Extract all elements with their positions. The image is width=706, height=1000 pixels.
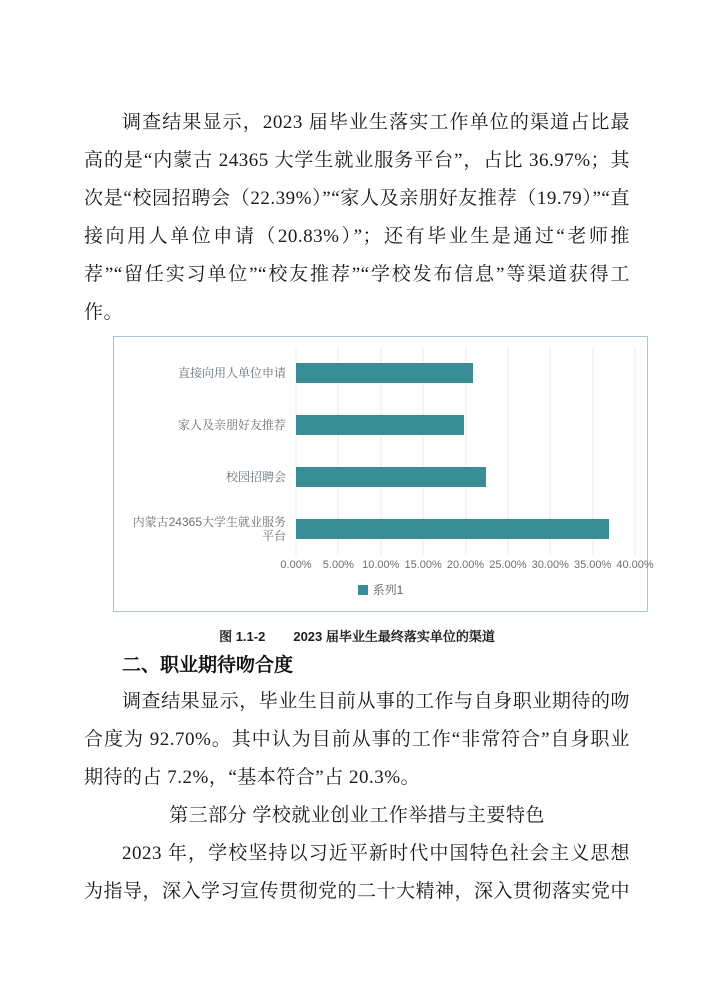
figure-caption-title: 2023 届毕业生最终落实单位的渠道 — [293, 629, 495, 644]
category-label: 内蒙古24365大学生就业服务平台 — [132, 515, 286, 543]
legend-series-label: 系列1 — [372, 583, 404, 597]
x-axis-tick: 20.00% — [446, 559, 485, 571]
data-bar — [296, 415, 464, 435]
data-bar — [296, 363, 473, 383]
paragraph-employment-channels: 调查结果显示，2023 届毕业生落实工作单位的渠道占比最高的是“内蒙古 24365 大学生就业服务平台”，占比 36.97%；其次是“校园招聘会（22.39%）”“家人及亲朋好友推荐（19.79）”“直接向用人单位申请（20.83%）”；还有毕业生是通过“老师推荐”“留任实习单位”“校友推荐”“学校发布信息”等渠道获得工作。 — [84, 112, 630, 323]
x-axis-tick: 25.00% — [489, 559, 527, 571]
x-axis-tick: 35.00% — [573, 559, 612, 571]
figure-caption — [84, 626, 630, 645]
category-label: 校园招聘会 — [225, 470, 286, 484]
bar-track — [296, 503, 635, 555]
category-label: 家人及亲朋好友推荐 — [177, 418, 286, 432]
part3-heading: 第三部分 学校就业创业工作举措与主要特色 — [169, 805, 545, 826]
bar-track — [296, 399, 635, 451]
x-axis-tick: 5.00% — [322, 559, 354, 571]
chart-row — [126, 399, 635, 451]
bar-chart-employment-channels — [113, 336, 654, 612]
x-axis-tick: 0.00% — [280, 559, 312, 571]
chart-row — [126, 347, 635, 399]
chart-row — [126, 503, 635, 555]
legend-swatch-icon — [358, 585, 368, 595]
x-axis-tick: 15.00% — [404, 559, 442, 571]
x-axis — [280, 555, 654, 575]
x-axis-tick: 30.00% — [531, 559, 569, 571]
chart-row — [126, 451, 635, 503]
paragraph-career-expectation: 调查结果显示，毕业生目前从事的工作与自身职业期待的吻合度为 92.70%。其中认为目前从事的工作“非常符合”自身职业期待的占 7.2%，“基本符合”占 20.3%。 — [84, 691, 630, 788]
chart-legend — [126, 581, 635, 598]
bar-track — [296, 451, 635, 503]
category-label: 直接向用人单位申请 — [177, 366, 286, 380]
paragraph-part3-intro: 2023 年，学校坚持以习近平新时代中国特色社会主义思想为指导，深入学习宣传贯彻党的二十大精神，深入贯彻落实党中 — [84, 843, 631, 902]
section-heading-career-expectation: 二、职业期待吻合度 — [122, 655, 294, 676]
figure-caption-label: 图 1.1-2 — [219, 629, 266, 644]
x-axis-tick: 40.00% — [616, 559, 654, 571]
data-bar — [296, 519, 609, 539]
data-bar — [296, 467, 486, 487]
bar-track — [296, 347, 635, 399]
x-axis-tick: 10.00% — [362, 559, 400, 571]
chart-plot-area — [126, 347, 635, 555]
